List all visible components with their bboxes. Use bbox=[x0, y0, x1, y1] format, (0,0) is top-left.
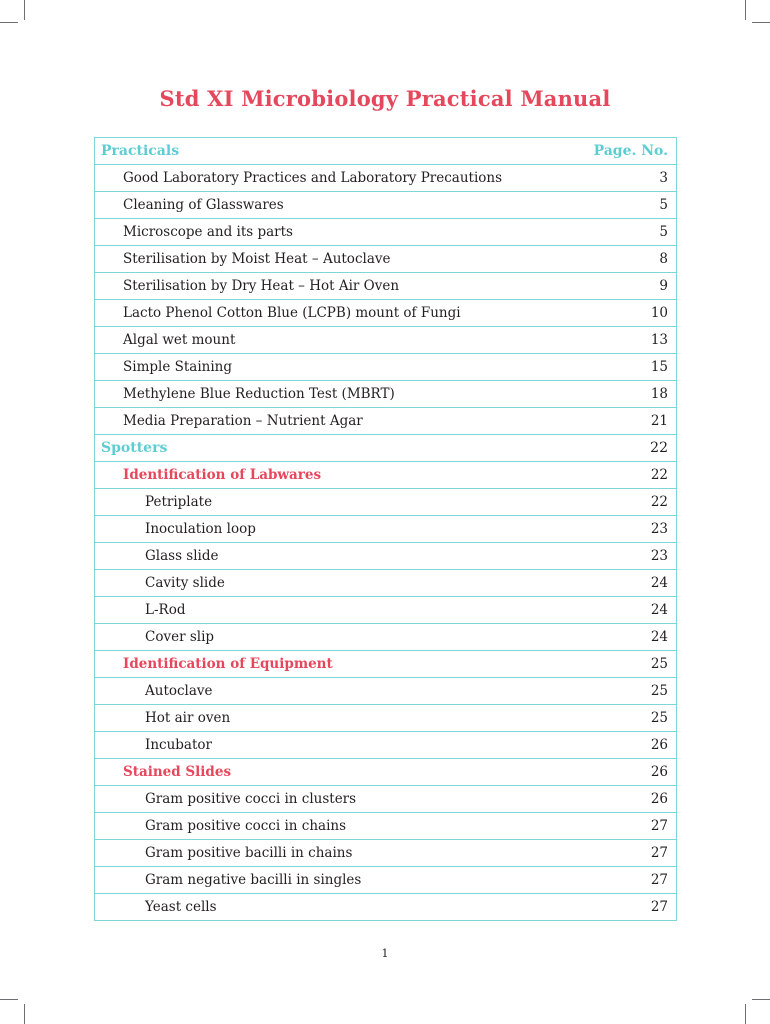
toc-label: L-Rod bbox=[95, 597, 579, 624]
toc-page: 27 bbox=[578, 813, 677, 840]
toc-row bbox=[95, 597, 677, 624]
toc-label: Yeast cells bbox=[95, 894, 579, 921]
toc-page: 27 bbox=[578, 840, 677, 867]
toc-page: 22 bbox=[578, 462, 677, 489]
toc-page: 15 bbox=[578, 354, 677, 381]
toc-label: Inoculation loop bbox=[95, 516, 579, 543]
toc-page: 25 bbox=[578, 705, 677, 732]
toc-row bbox=[95, 678, 677, 705]
toc-label: Gram negative bacilli in singles bbox=[95, 867, 579, 894]
toc-page: 23 bbox=[578, 543, 677, 570]
toc-row bbox=[95, 786, 677, 813]
category-row-labwares bbox=[95, 462, 677, 489]
toc-page: 5 bbox=[578, 219, 677, 246]
crop-mark bbox=[24, 0, 25, 20]
toc-page: 25 bbox=[578, 678, 677, 705]
category-row-stained-slides bbox=[95, 759, 677, 786]
crop-mark bbox=[752, 999, 770, 1000]
toc-label: Media Preparation – Nutrient Agar bbox=[95, 408, 579, 435]
toc-row bbox=[95, 516, 677, 543]
toc-page: 3 bbox=[578, 165, 677, 192]
toc-page: 24 bbox=[578, 570, 677, 597]
toc-row bbox=[95, 624, 677, 651]
toc-page: 24 bbox=[578, 597, 677, 624]
toc-page: 5 bbox=[578, 192, 677, 219]
toc-row bbox=[95, 732, 677, 759]
toc-row bbox=[95, 705, 677, 732]
toc-label: Cavity slide bbox=[95, 570, 579, 597]
crop-mark bbox=[0, 22, 18, 23]
toc-label: Sterilisation by Dry Heat – Hot Air Oven bbox=[95, 273, 579, 300]
toc-label: Good Laboratory Practices and Laboratory Precautions bbox=[95, 165, 579, 192]
toc-row bbox=[95, 219, 677, 246]
toc-row bbox=[95, 246, 677, 273]
crop-mark bbox=[752, 22, 770, 23]
crop-mark bbox=[0, 999, 18, 1000]
category-label: Identification of Labwares bbox=[95, 462, 579, 489]
toc-row bbox=[95, 489, 677, 516]
toc-row bbox=[95, 165, 677, 192]
toc-page: 24 bbox=[578, 624, 677, 651]
toc-label: Petriplate bbox=[95, 489, 579, 516]
category-label: Identification of Equipment bbox=[95, 651, 579, 678]
toc-row bbox=[95, 543, 677, 570]
toc-row bbox=[95, 354, 677, 381]
page-column-header: Page. No. bbox=[578, 138, 677, 165]
toc-page: 18 bbox=[578, 381, 677, 408]
section-label: Spotters bbox=[95, 435, 579, 462]
toc-page: 8 bbox=[578, 246, 677, 273]
toc-label: Cleaning of Glasswares bbox=[95, 192, 579, 219]
crop-mark bbox=[745, 1004, 746, 1024]
toc-page: 26 bbox=[578, 732, 677, 759]
toc-label: Gram positive cocci in chains bbox=[95, 813, 579, 840]
toc-page: 25 bbox=[578, 651, 677, 678]
crop-mark bbox=[24, 1004, 25, 1024]
page-number: 1 bbox=[381, 947, 389, 960]
page-title: Std XI Microbiology Practical Manual bbox=[159, 86, 611, 111]
toc-label: Sterilisation by Moist Heat – Autoclave bbox=[95, 246, 579, 273]
toc-label: Algal wet mount bbox=[95, 327, 579, 354]
toc-row bbox=[95, 192, 677, 219]
toc-page: 13 bbox=[578, 327, 677, 354]
toc-row bbox=[95, 327, 677, 354]
category-label: Stained Slides bbox=[95, 759, 579, 786]
toc-page: 26 bbox=[578, 786, 677, 813]
toc-row bbox=[95, 894, 677, 921]
toc-page: 27 bbox=[578, 867, 677, 894]
toc-label: Hot air oven bbox=[95, 705, 579, 732]
toc-label: Methylene Blue Reduction Test (MBRT) bbox=[95, 381, 579, 408]
toc-page: 22 bbox=[578, 489, 677, 516]
toc-row bbox=[95, 381, 677, 408]
toc-label: Incubator bbox=[95, 732, 579, 759]
toc-row bbox=[95, 840, 677, 867]
section-header-spotters bbox=[95, 435, 677, 462]
crop-mark bbox=[745, 0, 746, 20]
toc-page: 10 bbox=[578, 300, 677, 327]
toc-page: 26 bbox=[578, 759, 677, 786]
toc-page: 22 bbox=[578, 435, 677, 462]
toc-label: Lacto Phenol Cotton Blue (LCPB) mount of Fungi bbox=[95, 300, 579, 327]
contents-table bbox=[94, 137, 677, 921]
category-row-equipment bbox=[95, 651, 677, 678]
toc-label: Simple Staining bbox=[95, 354, 579, 381]
toc-label: Glass slide bbox=[95, 543, 579, 570]
toc-page: 9 bbox=[578, 273, 677, 300]
section-label: Practicals bbox=[95, 138, 579, 165]
toc-row bbox=[95, 273, 677, 300]
toc-row bbox=[95, 867, 677, 894]
toc-label: Gram positive cocci in clusters bbox=[95, 786, 579, 813]
toc-label: Microscope and its parts bbox=[95, 219, 579, 246]
toc-page: 21 bbox=[578, 408, 677, 435]
toc-row bbox=[95, 813, 677, 840]
section-header-practicals bbox=[95, 138, 677, 165]
toc-label: Gram positive bacilli in chains bbox=[95, 840, 579, 867]
toc-label: Cover slip bbox=[95, 624, 579, 651]
toc-page: 27 bbox=[578, 894, 677, 921]
toc-page: 23 bbox=[578, 516, 677, 543]
toc-row bbox=[95, 408, 677, 435]
toc-label: Autoclave bbox=[95, 678, 579, 705]
toc-row bbox=[95, 570, 677, 597]
toc-row bbox=[95, 300, 677, 327]
